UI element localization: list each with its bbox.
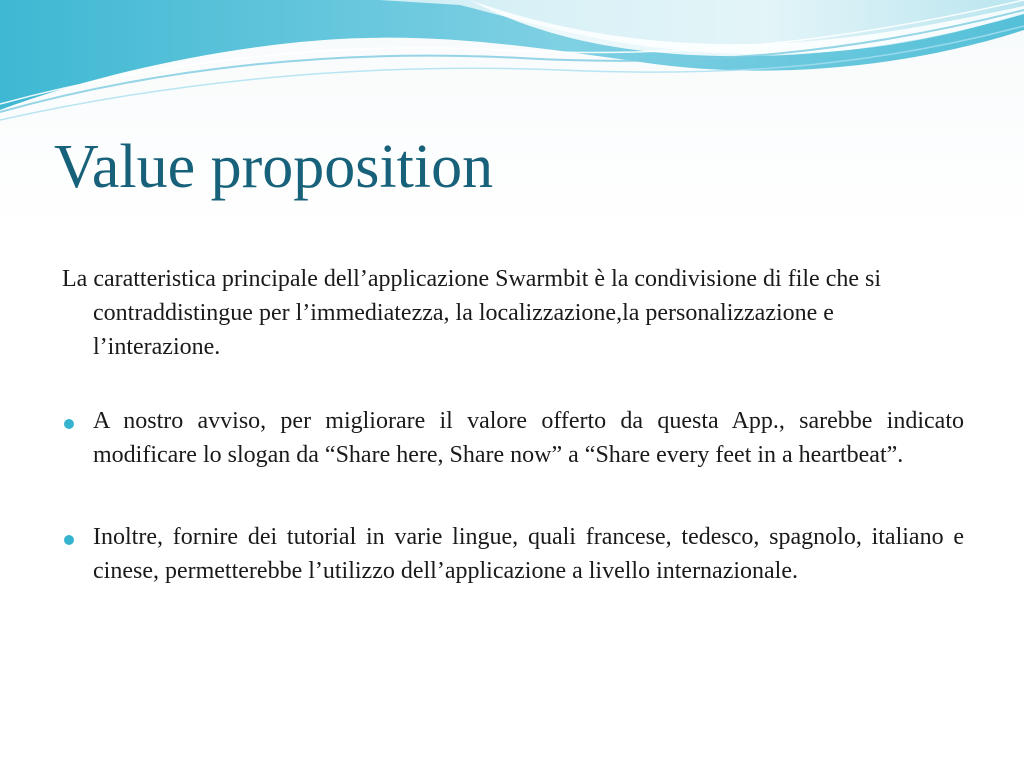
bullet-dot-icon [64,419,74,429]
slide-body [62,262,964,588]
bullet-text: Inoltre, fornire dei tutorial in varie lingue, quali francese, tedesco, spagnolo, italiano e cinese, permetterebbe l’utilizzo dell’applicazione a livello internazionale. [93,524,964,584]
slide-title: Value proposition [54,133,494,201]
bullet-dot-icon [64,535,74,545]
bullet-item [62,404,964,472]
bullet-text: A nostro avviso, per migliorare il valore offerto da questa App., sarebbe indicato modificare lo slogan da “Share here, Share now” a “Share every feet in a heartbeat”. [93,408,964,468]
intro-paragraph: La caratteristica principale dell’applicazione Swarmbit è la condivisione di file che si contraddistingue per l’immediatezza, la localizzazione,la personalizzazione e l’interazione. [62,266,881,360]
decorative-wave-header [0,0,1024,130]
bullet-item [62,520,964,588]
